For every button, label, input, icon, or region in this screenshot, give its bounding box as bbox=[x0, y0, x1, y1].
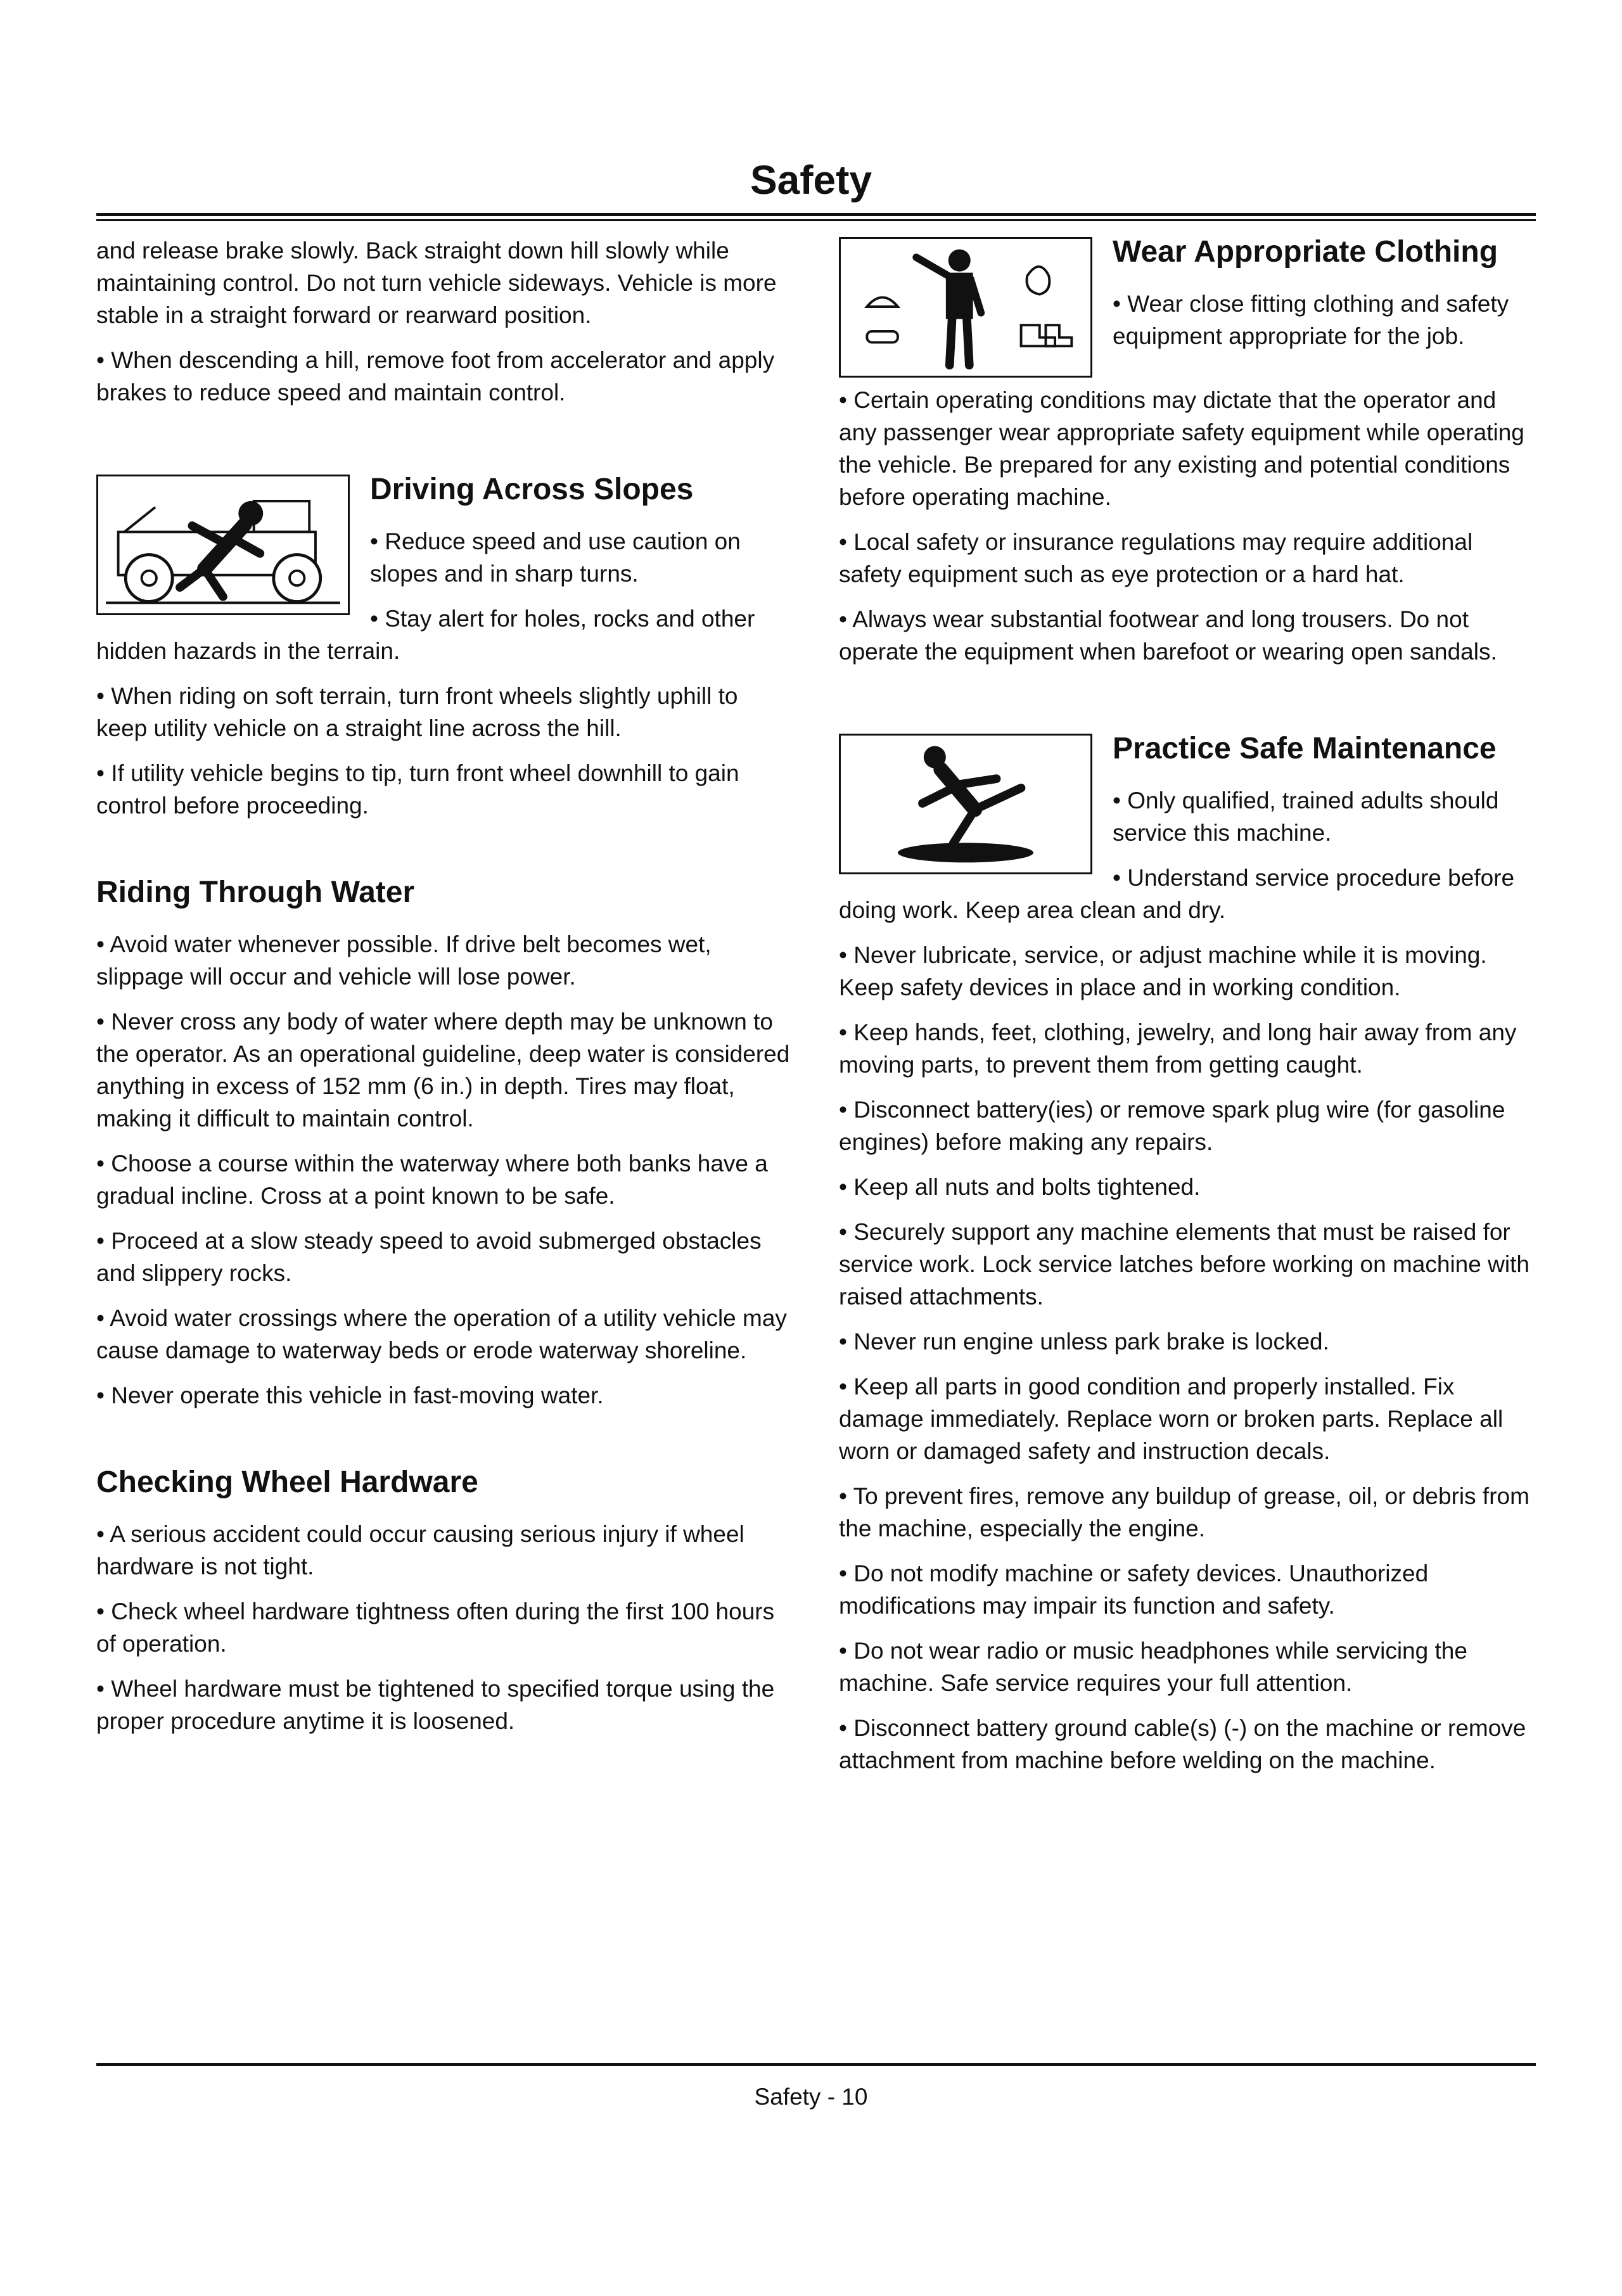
section-heading-clothing: Wear Appropriate Clothing bbox=[1113, 235, 1498, 269]
list-item: • Disconnect battery ground cable(s) (-) on the machine or remove attachment from machine before welding on the machine. bbox=[839, 1715, 1526, 1773]
list-item: • Never run engine unless park brake is locked. bbox=[839, 1329, 1329, 1355]
section-heading-wheel: Checking Wheel Hardware bbox=[96, 1465, 478, 1499]
left-column bbox=[96, 234, 793, 1750]
header-rule bbox=[96, 213, 1536, 216]
slip-hazard-icon bbox=[839, 734, 1092, 874]
list-item: • Keep all nuts and bolts tightened. bbox=[839, 1174, 1201, 1200]
list-item: • Understand service procedure before doing work. Keep area clean and dry. bbox=[839, 865, 1515, 923]
protective-clothing-icon bbox=[839, 237, 1092, 378]
list-item: • Check wheel hardware tightness often during the first 100 hours of operation. bbox=[96, 1598, 775, 1657]
intro-bullet: • When descending a hill, remove foot from accelerator and apply brakes to reduce speed and maintain control. bbox=[96, 347, 775, 405]
list-item: • Stay alert for holes, rocks and other hidden hazards in the terrain. bbox=[96, 606, 755, 664]
list-item: • Securely support any machine elements that must be raised for service work. Lock service latches before working on machine with raised attachments. bbox=[839, 1219, 1529, 1310]
list-item: • Do not wear radio or music headphones while servicing the machine. Safe service requires your full attention. bbox=[839, 1638, 1467, 1696]
page-title: Safety bbox=[750, 157, 872, 203]
list-item: • Keep all parts in good condition and properly installed. Fix damage immediately. Replace worn or broken parts. Replace all worn or damaged safety and instruction decals. bbox=[839, 1374, 1504, 1464]
section-heading-maintenance: Practice Safe Maintenance bbox=[1113, 732, 1497, 765]
list-item: • Avoid water crossings where the operation of a utility vehicle may cause damage to waterway beds or erode waterway shoreline. bbox=[96, 1305, 787, 1363]
list-item: • If utility vehicle begins to tip, turn front wheel downhill to gain control before proceeding. bbox=[96, 760, 739, 819]
list-item: • Keep hands, feet, clothing, jewelry, and long hair away from any moving parts, to prevent them from getting caught. bbox=[839, 1019, 1517, 1078]
header-rule-thin bbox=[96, 219, 1536, 221]
page-number: Safety - 10 bbox=[754, 2084, 868, 2110]
list-item: • Only qualified, trained adults should service this machine. bbox=[1113, 788, 1499, 846]
list-item: • Proceed at a slow steady speed to avoid submerged obstacles and slippery rocks. bbox=[96, 1228, 762, 1286]
list-item: • Always wear substantial footwear and long trousers. Do not operate the equipment when barefoot or wearing open sandals. bbox=[839, 606, 1497, 665]
list-item: • Reduce speed and use caution on slopes and in sharp turns. bbox=[370, 528, 741, 587]
section-heading-water: Riding Through Water bbox=[96, 876, 415, 909]
list-item: • Certain operating conditions may dictate that the operator and any passenger wear appropriate safety equipment while operating the vehicle. Be prepared for any existing and potential conditions before operating machine. bbox=[839, 387, 1524, 510]
list-item: • When riding on soft terrain, turn front wheels slightly uphill to keep utility vehicle on a straight line across the hill. bbox=[96, 683, 738, 741]
rollover-warning-icon bbox=[96, 475, 350, 615]
intro-paragraph: and release brake slowly. Back straight down hill slowly while maintaining control. Do not turn vehicle sideways. Vehicle is more stable in a straight forward or rearward position. bbox=[96, 238, 777, 328]
list-item: • Local safety or insurance regulations may require additional safety equipment such as eye protection or a hard hat. bbox=[839, 529, 1473, 587]
list-item: • Never cross any body of water where depth may be unknown to the operator. As an operational guideline, deep water is considered anything in excess of 152 mm (6 in.) in depth. Tires may float, making it difficult to maintain control. bbox=[96, 1009, 790, 1132]
section-heading-slopes: Driving Across Slopes bbox=[370, 473, 694, 506]
list-item: • A serious accident could occur causing serious injury if wheel hardware is not tight. bbox=[96, 1521, 744, 1579]
list-item: • Avoid water whenever possible. If drive belt becomes wet, slippage will occur and vehicle will lose power. bbox=[96, 931, 712, 990]
list-item: • Choose a course within the waterway where both banks have a gradual incline. Cross at a point known to be safe. bbox=[96, 1151, 768, 1209]
list-item: • Do not modify machine or safety devices. Unauthorized modifications may impair its function and safety. bbox=[839, 1560, 1429, 1619]
list-item: • Never operate this vehicle in fast-moving water. bbox=[96, 1382, 604, 1408]
list-item: • Never lubricate, service, or adjust machine while it is moving. Keep safety devices in place and in working condition. bbox=[839, 942, 1487, 1000]
footer-rule bbox=[96, 2063, 1536, 2066]
list-item: • Wear close fitting clothing and safety equipment appropriate for the job. bbox=[1113, 291, 1509, 349]
list-item: • Wheel hardware must be tightened to specified torque using the proper procedure anytime it is loosened. bbox=[96, 1676, 775, 1734]
list-item: • To prevent fires, remove any buildup of grease, oil, or debris from the machine, especially the engine. bbox=[839, 1483, 1529, 1541]
list-item: • Disconnect battery(ies) or remove spark plug wire (for gasoline engines) before making any repairs. bbox=[839, 1097, 1505, 1155]
right-column bbox=[839, 234, 1536, 1789]
